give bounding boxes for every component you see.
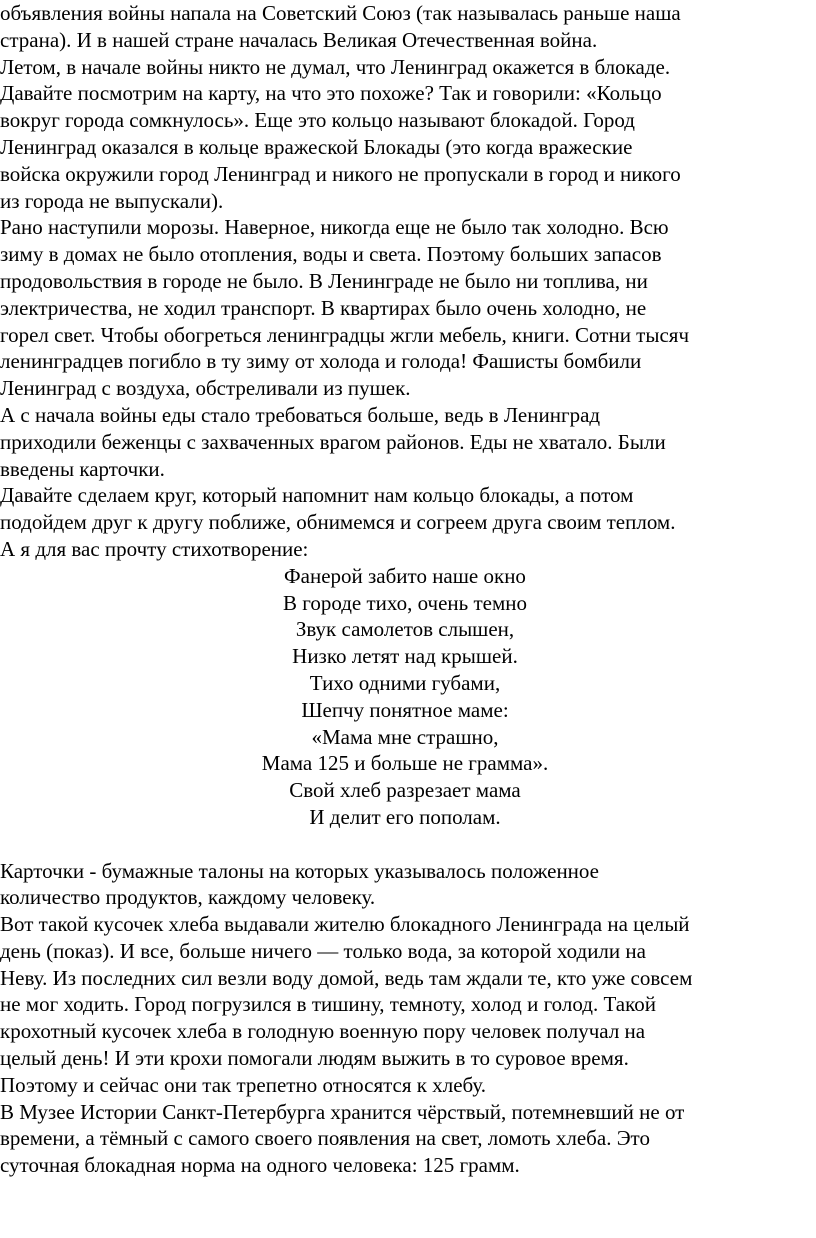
paragraph-winter: Рано наступили морозы. Наверное, никогда еще не было так холодно. Всю зиму в домах не было отопления, воды и света. Поэтому больших запасов продовольствия в городе не было. В Ленинграде не было ни топлива, ни электричества, не ходил транспорт. В квартирах было очень холодно, не горел свет. Чтобы обогреться ленинградцы жгли мебель, книги. Сотни тысяч ленинградцев погибло в ту зиму от холода и голода! Фашисты бомбили Ленинград с воздуха, обстреливали из пушек. [0, 215, 690, 401]
paragraph-refugees: А с начала войны еды стало требоваться больше, ведь в Ленинград приходили беженцы с захваченных врагом районов. Еды не хватало. Были введены карточки. [0, 402, 666, 481]
poem-line: «Мама мне страшно, [311, 724, 499, 749]
poem-line: Звук самолетов слышен, [295, 617, 515, 642]
poem-line: Низко летят над крышей. [292, 644, 518, 669]
paragraph-poem-intro: А я для вас прочту стихотворение: [0, 536, 309, 561]
poem-line: Тихо одними губами, [309, 670, 501, 695]
poem-line: В городе тихо, очень темно [282, 590, 528, 615]
poem-line: Мама 125 и больше не грамма». [261, 751, 549, 776]
poem-line: Шепчу понятное маме: [301, 697, 509, 722]
paragraph-bread-piece: Вот такой кусочек хлеба выдавали жителю блокадного Ленинграда на целый день (показ). И все, больше ничего — только вода, за которой ходили на Неву. Из последних сил везли воду домой, ведь там ждали те, кто уже совсем не мог ходить. Город погрузился в тишину, темноту, холод и голод. Такой крохотный кусочек хлеба в голодную военную пору человек получал на целый день! И эти крохи помогали людям выжить в то суровое время. Поэтому и сейчас они так трепетно относятся к хлебу. [0, 912, 693, 1097]
poem-line: Фанерой забито наше окно [284, 563, 526, 588]
blank-line [0, 831, 810, 858]
paragraph-circle: Давайте сделаем круг, который напомнит нам кольцо блокады, а потом подойдем друг к другу поближе, обнимемся и согреем друга своим теплом. [0, 483, 676, 535]
paragraph-ration-cards: Карточки - бумажные талоны на которых указывалось положенное количество продуктов, каждому человеку. [0, 858, 600, 910]
paragraph-museum: В Музее Истории Санкт-Петербурга хранится чёрствый, потемневший не от времени, а тёмный с самого своего появления на свет, ломоть хлеба. Это суточная блокадная норма на одного человека: 125 грамм. [0, 1099, 685, 1178]
paragraph-war-start: объявления войны напала на Советский Союз (так называлась раньше наша страна). И в нашей стране началась Великая Отечественная война. [0, 1, 681, 52]
poem-line: И делит его пополам. [309, 804, 501, 829]
poem-line: Свой хлеб разрезает мама [289, 778, 521, 803]
poem [0, 563, 810, 831]
paragraph-blockade-ring: Летом, в начале войны никто не думал, что Ленинград окажется в блокаде. Давайте посмотрим на карту, на что это похоже? Так и говорили: «Кольцо вокруг города сомкнулось». Еще это кольцо называют блокадой. Город Ленинград оказался в кольце вражеской Блокады (это когда вражеские войска окружили город Ленинград и никого не пропускали в город и никого из города не выпускали). [0, 54, 681, 213]
